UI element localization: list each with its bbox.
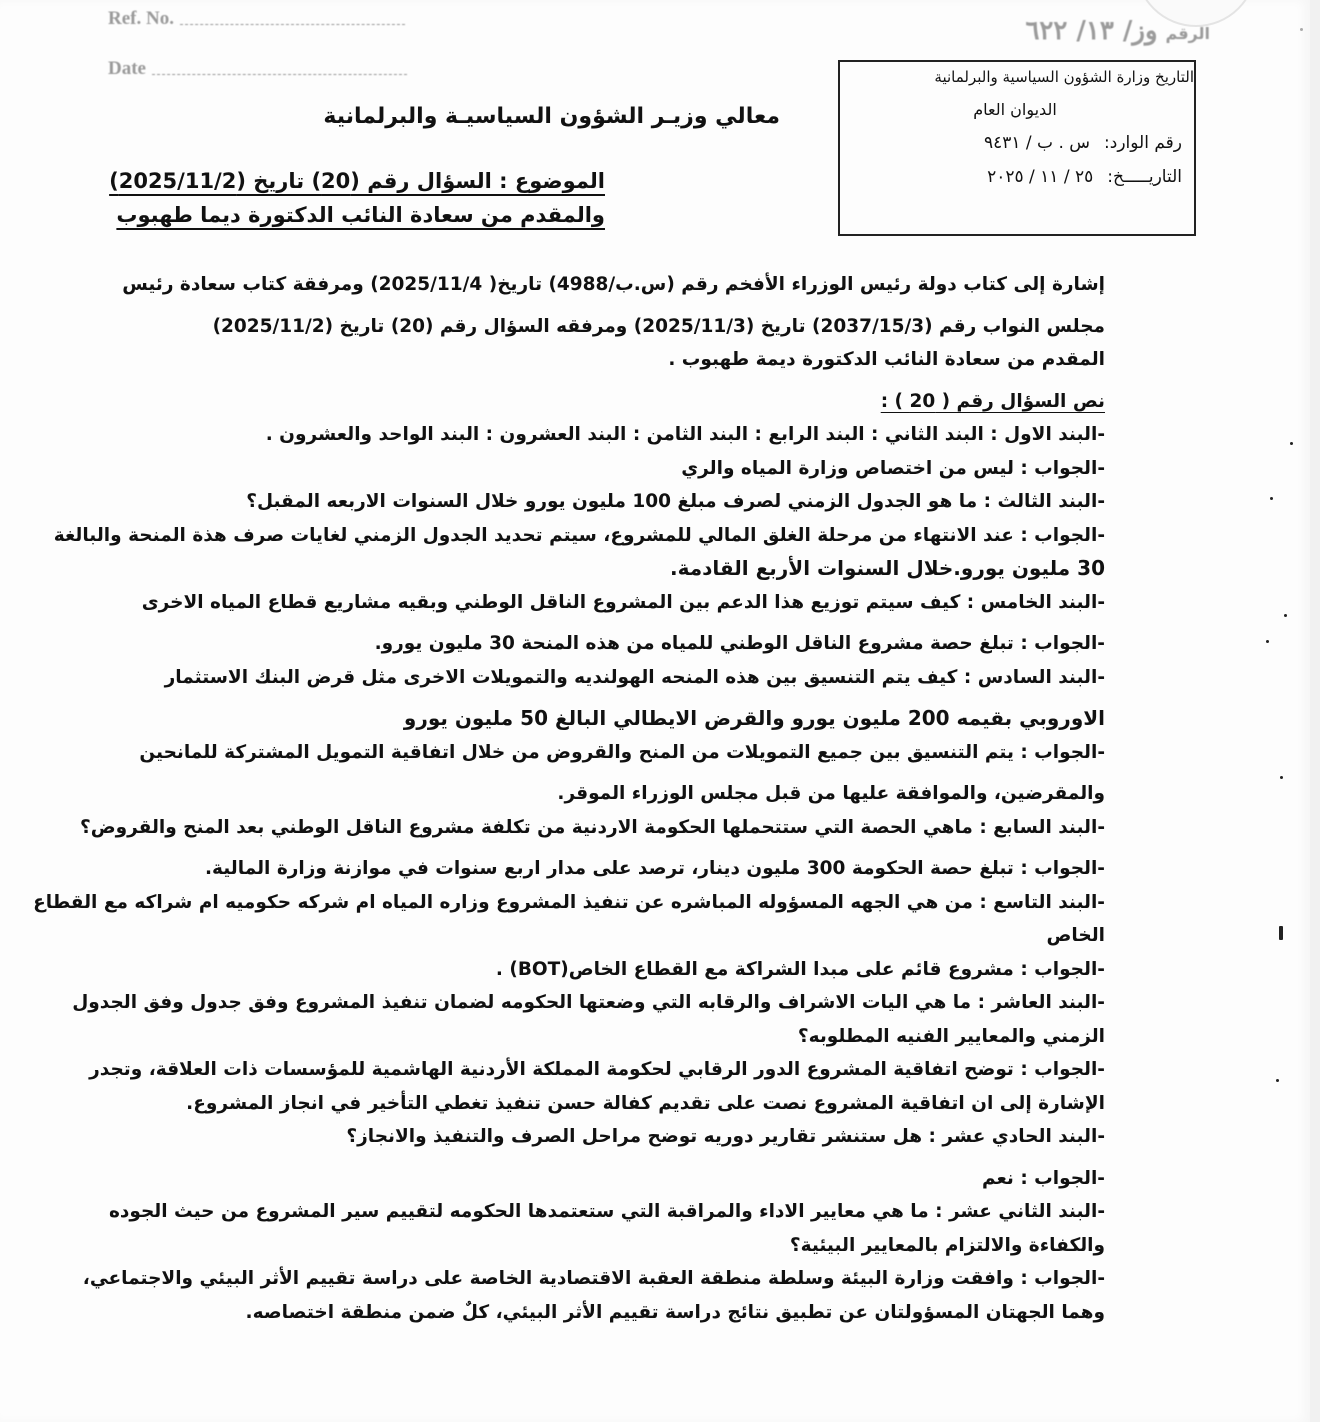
question-heading: نص السؤال رقم ( 20 ) : <box>880 390 1105 412</box>
item-line: -الجواب : عند الانتهاء من مرحلة الغلق المالي للمشروع، سيتم تحديد الجدول الزمني لغايات صرف هذة المنحة والبالغة <box>53 524 1105 546</box>
scan-speck <box>1284 614 1287 617</box>
stamp-date-value: ٢٥ / ١١ / ٢٠٢٥ <box>987 167 1094 187</box>
item-line: -البند الثاني عشر : ما هي معايير الاداء والمراقبة التي ستعتمدها الحكومه لتقييم سير المشروع من حيث الجوده <box>108 1201 1105 1222</box>
date-label: Date <box>108 58 146 79</box>
item-line: الخاص <box>1046 925 1105 946</box>
ref-no-row <box>108 0 407 30</box>
item-line: -الجواب : نعم <box>981 1167 1105 1189</box>
scan-speck <box>1300 28 1303 31</box>
scan-speck <box>1279 926 1283 940</box>
stamp-incoming-label: رقم الوارد: <box>1104 133 1182 153</box>
item-line: -الجواب : تبلغ حصة مشروع الناقل الوطني للمياه من هذه المنحة 30 مليون يورو. <box>374 633 1105 654</box>
item-line: -البند التاسع : من هي الجهه المسؤوله المباشره عن تنفيذ المشروع وزاره المياه ام شركه حكوميه ام شراكه مع القطاع <box>33 891 1105 913</box>
stamp-department-line: الديوان العام <box>973 100 1057 119</box>
incoming-stamp-box <box>838 60 1196 236</box>
stamp-incoming-row <box>848 133 1182 153</box>
subject-block <box>109 164 605 232</box>
intro-line: المقدم من سعادة النائب الدكتورة ديمة طهبوب . <box>668 349 1105 370</box>
item-line: -الجواب : مشروع قائم على مبدا الشراكة مع القطاع الخاص(BOT) . <box>495 958 1105 980</box>
stamp-date-label: التاريـــــخ: <box>1107 167 1182 187</box>
intro-line: مجلس النواب رقم (2037/15/3) تاريخ (2025/11/3) ومرفقه السؤال رقم (20) تاريخ (2025/11/2) <box>212 315 1105 337</box>
item-line: -الجواب : ليس من اختصاص وزارة المياه والري <box>681 457 1105 479</box>
stamp-incoming-value: س . ب / ٩٤٣١ <box>983 133 1091 153</box>
scan-speck <box>1270 497 1273 500</box>
item-line: -الجواب : تبلغ حصة الحكومة 300 مليون دينار، ترصد على مدار اربع سنوات في موازنة وزارة المالية. <box>205 858 1105 879</box>
arabic-reference-number <box>1025 16 1210 46</box>
ref-no-label: Ref. No. <box>108 8 174 29</box>
subject-line-1: الموضوع : السؤال رقم (20) تاريخ (2025/11/2) <box>109 169 605 193</box>
letter-body <box>33 268 1105 1329</box>
english-ref-block <box>108 0 407 92</box>
intro-line: إشارة إلى كتاب دولة رئيس الوزراء الأفخم رقم (س.ب/4988) تاريخ( 2025/11/4) ومرفقة كتاب سعادة رئيس <box>122 274 1105 295</box>
arabic-ref-label: الرقم <box>1165 24 1210 43</box>
addressee: معالي وزيـر الشؤون السياسيـة والبرلمانية <box>323 104 780 129</box>
item-line: الزمني والمعايير الفنيه المطلوبه؟ <box>797 1025 1105 1047</box>
date-dotted-line <box>152 74 407 75</box>
item-line: -البند السادس : كيف يتم التنسيق بين هذه المنحه الهولنديه والتمويلات الاخرى مثل قرض البنك الاستثمار <box>164 666 1105 688</box>
item-line: -الجواب : توضح اتفاقية المشروع الدور الرقابي لحكومة المملكة الأردنية الهاشمية للمؤسسات ذات العلاقة، وتجدر <box>89 1059 1105 1080</box>
scan-speck <box>1266 640 1269 643</box>
item-line: -الجواب : يتم التنسيق بين جميع التمويلات من المنح والقروض من خلال اتفاقية التمويل المشتركة للمانحين <box>139 741 1105 763</box>
scan-speck <box>1280 776 1283 779</box>
arabic-ref-value: وز/ ١٣/ ٦٢٢ <box>1025 16 1158 46</box>
item-line: -البند الاول : البند الثاني : البند الرابع : البند الثامن : البند العشرون : البند الواحد والعشرون . <box>265 424 1105 445</box>
item-line: الاوروبي بقيمه 200 مليون يورو والقرض الايطالي البالغ 50 مليون يورو <box>403 706 1105 730</box>
item-line: 30 مليون يورو.خلال السنوات الأربع القادمة. <box>670 556 1105 580</box>
item-line: وهما الجهتان المسؤولتان عن تطبيق نتائج دراسة تقييم الأثر البيئي، كلٌ ضمن منطقة اختصاصه. <box>245 1301 1105 1323</box>
item-line: -البند الثالث : ما هو الجدول الزمني لصرف مبلغ 100 مليون يورو خلال السنوات الاربعه المقبل؟ <box>246 491 1105 512</box>
item-line: والكفاءة والالتزام بالمعايير البيئية؟ <box>789 1234 1105 1256</box>
item-line: -البند الخامس : كيف سيتم توزيع هذا الدعم بين المشروع الناقل الوطني وبقيه مشاريع قطاع المياه الاخرى <box>141 591 1105 613</box>
ref-no-dotted-line <box>180 24 405 25</box>
stamp-ministry-line: التاريخ وزارة الشؤون السياسية والبرلمانية <box>934 68 1194 86</box>
item-line: -البند السابع : ماهي الحصة التي ستتحملها الحكومة الاردنية من تكلفة مشروع الناقل الوطني بعد المنح والقروض؟ <box>80 816 1105 838</box>
subject-line-2: والمقدم من سعادة النائب الدكتورة ديما طهبوب <box>116 203 605 227</box>
item-line: -الجواب : وافقت وزارة البيئة وسلطة منطقة العقبة الاقتصادية الخاصة على دراسة تقييم الأثر البيئي والاجتماعي، <box>82 1268 1105 1289</box>
item-line: الإشارة إلى ان اتفاقية المشروع نصت على تقديم كفالة حسن تنفيذ تغطي التأخير في انجاز المشروع. <box>186 1092 1105 1114</box>
date-row <box>108 42 407 80</box>
stamp-date-row <box>848 167 1182 187</box>
item-line: -البند العاشر : ما هي اليات الاشراف والرقابه التي وضعتها الحكومه لضمان تنفيذ المشروع وفق جدول وفق الجدول <box>72 992 1105 1013</box>
scan-speck <box>1290 442 1293 445</box>
item-line: -البند الحادي عشر : هل ستنشر تقارير دوريه توضح مراحل الصرف والتنفيذ والانجاز؟ <box>346 1126 1105 1147</box>
scan-speck <box>1276 1079 1279 1082</box>
item-line: والمقرضين، والموافقة عليها من قبل مجلس الوزراء الموقر. <box>557 783 1105 804</box>
